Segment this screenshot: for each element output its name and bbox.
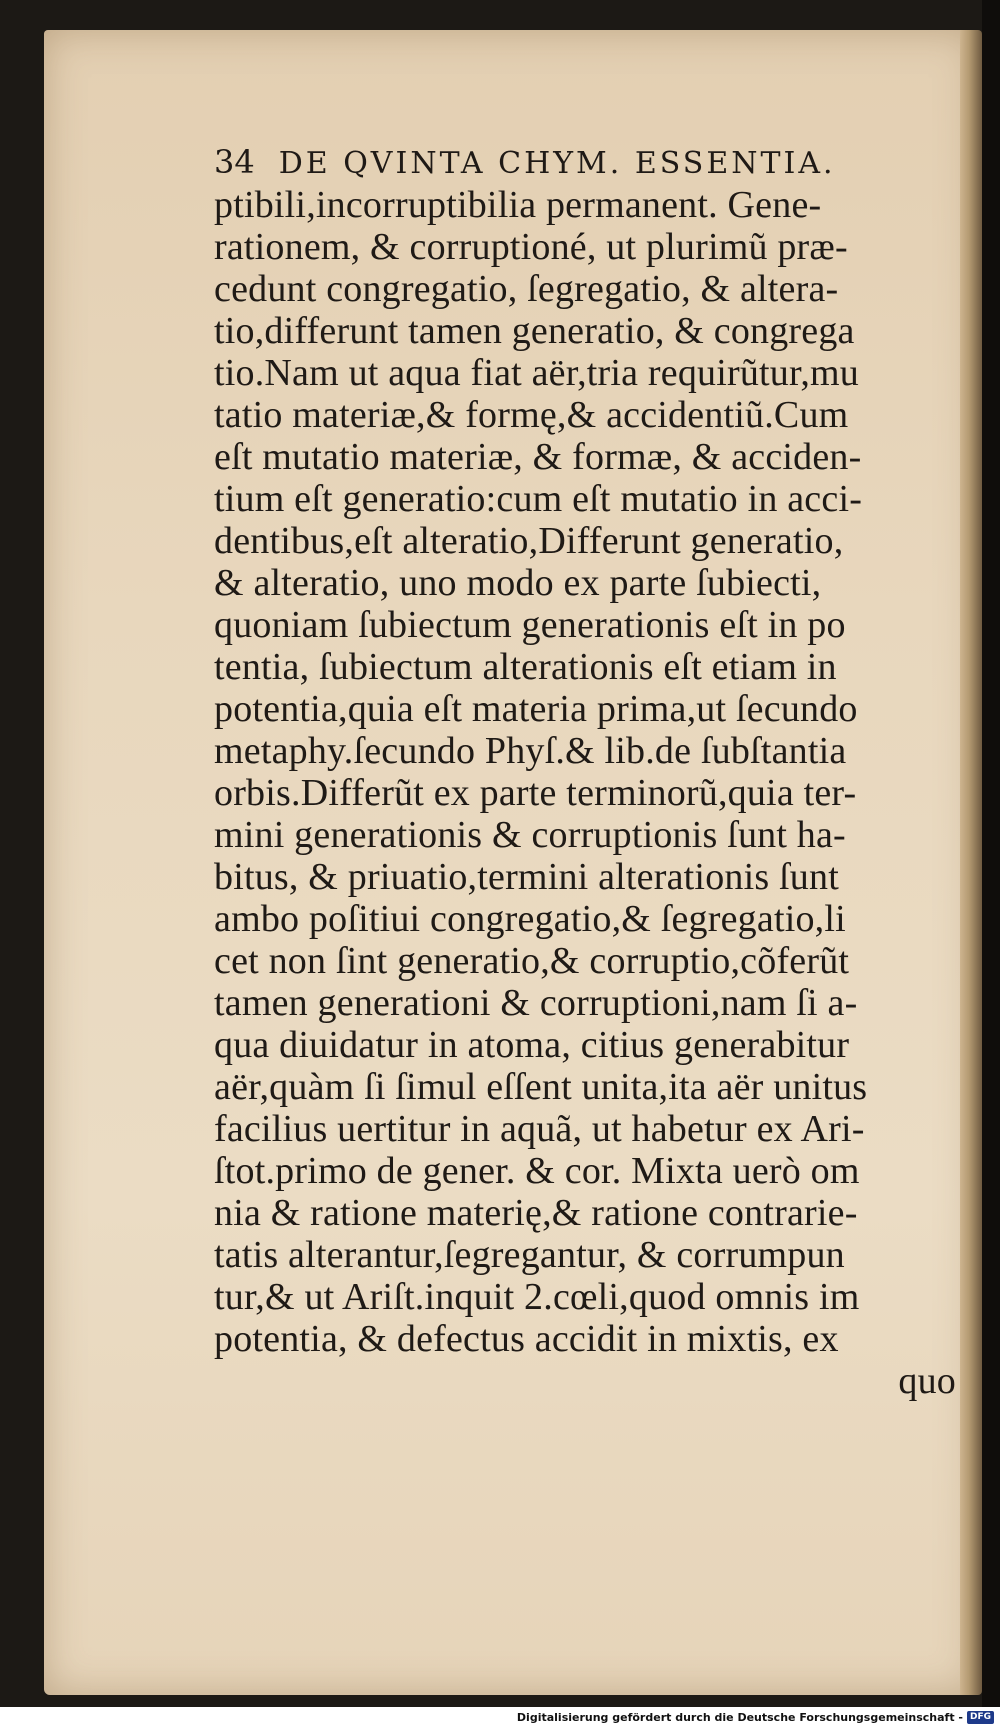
text-line: orbis.Differũt ex parte terminorũ,quia ter-: [214, 772, 857, 814]
text-line: rationem, & corruptioné, ut plurimũ præ-: [214, 226, 848, 268]
page-fore-edge: [960, 30, 982, 1695]
running-head-title: DE QVINTA CHYM. ESSENTIA.: [278, 146, 836, 181]
text-line: & alteratio, uno modo ex parte ſubiecti,: [214, 562, 822, 604]
text-line: tatio materiæ,& formę,& accidentiũ.Cum: [214, 394, 849, 436]
text-line: facilius uertitur in aquã, ut habetur ex Ari-: [214, 1108, 865, 1150]
dfg-logo-icon: DFG: [967, 1711, 994, 1724]
text-line: tium eſt generatio:cum eſt mutatio in acci-: [214, 478, 863, 520]
page-number: 34: [214, 143, 255, 181]
footer-credit: Digitalisierung gefördert durch die Deutsche Forschungsgemeinschaft -: [516, 1710, 963, 1724]
text-line: ambo poſitiui congregatio,& ſegregatio,li: [214, 898, 846, 940]
text-line: aër,quàm ſi ſimul eſſent unita,ita aër unitus: [214, 1066, 868, 1108]
catchword: quo: [898, 1360, 956, 1402]
text-block: [214, 140, 956, 1402]
digitization-footer: [0, 1707, 1000, 1727]
text-line: ſtot.primo de gener. & cor. Mixta uerò om: [214, 1150, 860, 1192]
scan-border: [982, 0, 1000, 1727]
text-line: dentibus,eſt alteratio,Differunt generatio,: [214, 520, 844, 562]
text-line: eſt mutatio materiæ, & formæ, & acciden-: [214, 436, 862, 478]
text-line: tatis alterantur,ſegregantur, & corrumpun: [214, 1234, 845, 1276]
text-line: ptibili,incorruptibilia permanent. Gene-: [214, 184, 822, 226]
text-line: metaphy.ſecundo Phyſ.& lib.de ſubſtantia: [214, 730, 847, 772]
text-line: tio,differunt tamen generatio, & congrega: [214, 310, 855, 352]
running-header: [214, 140, 956, 184]
text-line: quoniam ſubiectum generationis eſt in po: [214, 604, 846, 646]
text-line: qua diuidatur in atoma, citius generabitur: [214, 1024, 850, 1066]
body-text: [214, 184, 956, 1360]
text-line: mini generationis & corruptionis ſunt ha-: [214, 814, 846, 856]
text-line: cet non ſint generatio,& corruptio,cõferũt: [214, 940, 850, 982]
text-line: potentia, & defectus accidit in mixtis, ex: [214, 1318, 839, 1360]
text-line: tentia, ſubiectum alterationis eſt etiam in: [214, 646, 837, 688]
text-line: cedunt congregatio, ſegregatio, & altera-: [214, 268, 839, 310]
text-line: tur,& ut Ariſt.inquit 2.cœli,quod omnis im: [214, 1276, 860, 1318]
text-line: bitus, & priuatio,termini alterationis ſunt: [214, 856, 839, 898]
text-line: nia & ratione materię,& ratione contrarie-: [214, 1192, 858, 1234]
text-line: potentia,quia eſt materia prima,ut ſecundo: [214, 688, 858, 730]
text-line: tamen generationi & corruptioni,nam ſi a-: [214, 982, 858, 1024]
text-line: tio.Nam ut aqua fiat aër,tria requirũtur,mu: [214, 352, 859, 394]
